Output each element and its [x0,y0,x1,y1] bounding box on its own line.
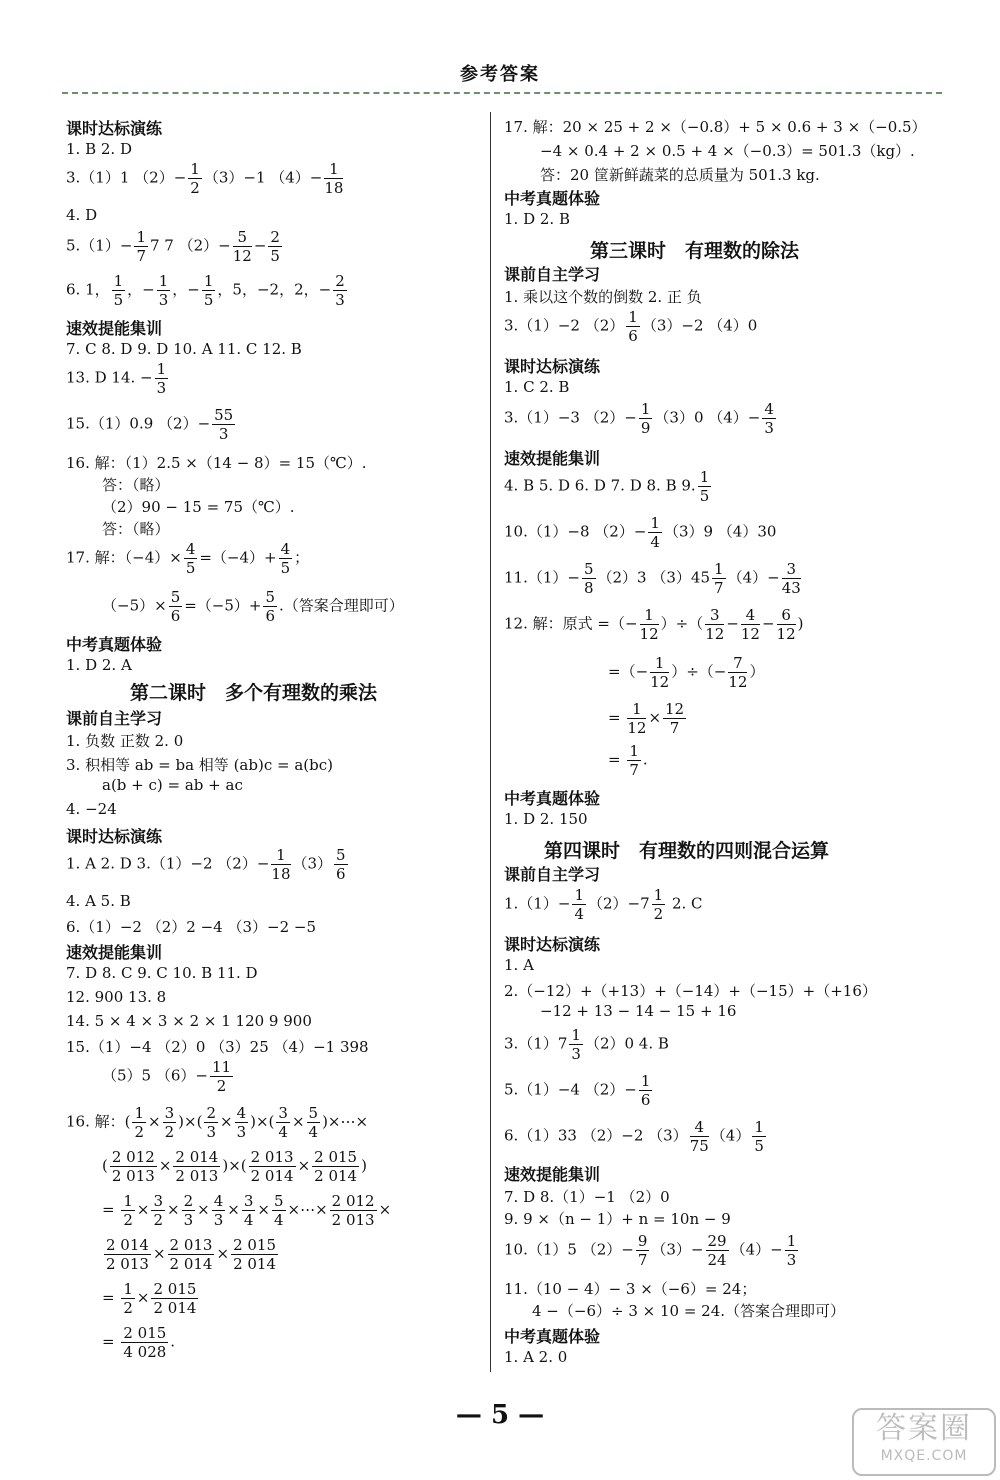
answer-line: 4. B 5. D 6. D 7. D 8. B 9. $\frac{1}{5}$ [504,468,710,505]
answer-line: 10.（1）5 （2）− $\frac{9}{7}$ （3）− $\frac{29}{24}$ （4）− $\frac{1}{3}$ [504,1232,797,1269]
section-heading: 课时达标演练 [504,357,601,376]
section-heading: 课前自主学习 [504,265,601,284]
answer-line: 4. D [66,206,98,224]
answer-line: 7. C 8. D 9. D 10. A 11. C 12. B [66,340,302,358]
answer-line: 1. D 2. B [504,210,570,228]
answer-line: 5.（1）− $\frac{1}{7}$ 7 7 （2）− $\frac{5}{12}$ − $\frac{2}{5}$ [66,228,280,265]
answer-line: = $\frac{1}{7}$ . [608,742,648,779]
answer-line: −12 + 13 − 14 − 15 + 16 [540,1002,737,1020]
answer-line: = $\frac{2 015}{4 028}$ . [102,1324,176,1361]
answer-line: $\frac{2 014}{2 013}$ × $\frac{2 013}{2 014}$ × $\frac{2 015}{2 014}$ [106,1236,277,1273]
answer-line: 1. A [504,956,534,974]
answer-line: 16. 解：（1）2.5 ×（14 − 8）= 15（℃）. [66,454,367,472]
answer-line: = $\frac{1}{2}$ × $\frac{3}{2}$ × $\frac{2}{3}$ × $\frac{4}{3}$ × $\frac{3}{4}$ × $\frac{5}{4}$ ×⋯× $\frac{2 012}{2 013}$ × [102,1192,392,1229]
answer-line: = $\frac{1}{12}$ × $\frac{12}{7}$ [608,700,685,737]
watermark-logo [852,1408,996,1476]
answer-line: 1. D 2. A [66,656,132,674]
section-heading: 课前自主学习 [504,865,601,884]
answer-line: 5.（1）−4 （2）− $\frac{1}{6}$ [504,1072,651,1109]
answer-line: 1. A 2. D 3.（1）−2 （2）− $\frac{1}{18}$ （3） $\frac{5}{6}$ [66,846,346,883]
answer-line: （5）5 （6）− $\frac{11}{2}$ [102,1058,232,1095]
answer-line: 1. 负数 正数 2. 0 [66,732,184,750]
answer-line: 2.（−12）+（+13）+（−14）+（−15）+（+16） [504,982,877,1000]
answer-line: 1. 乘以这个数的倒数 2. 正 负 [504,288,702,306]
answer-line: 答：（略） [102,520,170,538]
answer-line: 10.（1）−8 （2）− $\frac{1}{4}$ （3）9 （4）30 [504,514,777,551]
answer-line: 11.（1）− $\frac{5}{8}$ （2）3 （3）45 $\frac{1}{7}$ （4）− $\frac{3}{43}$ [504,560,801,597]
answer-line: 12. 解：原式 =（− $\frac{1}{12}$ ）÷（ $\frac{3}{12}$ − $\frac{4}{12}$ − $\frac{6}{12}$ ) [504,606,804,643]
answer-line: = $\frac{1}{2}$ × $\frac{2 015}{2 014}$ [102,1280,197,1317]
answer-line: 1. B 2. D [66,140,132,158]
answer-line: ( $\frac{2 012}{2 013}$ × $\frac{2 014}{2 013}$ )×( $\frac{2 013}{2 014}$ × $\frac{2 015}{2 014}$ ) [102,1148,367,1185]
answer-line: 6.（1）33 （2）−2 （3） $\frac{4}{75}$ （4） $\frac{1}{5}$ [504,1118,764,1155]
answer-line: 13. D 14. − $\frac{1}{3}$ [66,360,167,397]
answer-line: （2）90 − 15 = 75（℃）. [102,498,295,516]
answer-line: 12. 900 13. 8 [66,988,167,1006]
answer-line: 3.（1）7 $\frac{1}{3}$ （2）0 4. B [504,1026,669,1063]
answer-line: 1.（1）− $\frac{1}{4}$ （2）−7 $\frac{1}{2}$ 2. C [504,886,703,923]
answer-line: 3. 积相等 ab = ba 相等 (ab)c = a(bc) [66,756,333,774]
right-column [504,0,944,1380]
section-heading: 中考真题体验 [66,635,163,654]
answer-line: 4. A 5. B [66,892,131,910]
answer-line: 4. −24 [66,800,117,818]
answer-line: 15.（1）−4 （2）0 （3）25 （4）−1 398 [66,1038,369,1056]
answer-line: 1. A 2. 0 [504,1348,568,1366]
answer-line: 6. 1， $\frac{1}{5}$ ，− $\frac{1}{3}$ ，− $\frac{1}{5}$ ，5，−2，2，− $\frac{2}{3}$ [66,272,345,309]
answer-line: =（− $\frac{1}{12}$ ）÷（− $\frac{7}{12}$ ） [608,654,765,691]
answer-line: 9. 9 ×（n − 1）+ n = 10n − 9 [504,1210,731,1228]
answer-line: 14. 5 × 4 × 3 × 2 × 1 120 9 900 [66,1012,312,1030]
answer-line: 15.（1）0.9 （2）− $\frac{55}{3}$ [66,406,234,443]
page-header: 参考答案 [460,64,540,85]
answer-line: 11.（10 − 4）− 3 ×（−6）= 24； [504,1280,757,1298]
answer-line: 7. D 8.（1）−1 （2）0 [504,1188,670,1206]
section-heading: 中考真题体验 [504,189,601,208]
answer-line: 3.（1）−3 （2）− $\frac{1}{9}$ （3）0 （4）− $\frac{4}{3}$ [504,400,774,437]
lesson-title: 第四课时 有理数的四则混合运算 [544,840,830,862]
section-heading: 中考真题体验 [504,789,601,808]
section-heading: 速效提能集训 [66,319,163,338]
section-heading: 速效提能集训 [504,449,601,468]
answer-line: 4 −（−6）÷ 3 × 10 = 24.（答案合理即可） [532,1302,846,1320]
page-number: — 5 — [455,1400,545,1430]
section-heading: 速效提能集训 [504,1165,601,1184]
answer-line: 答：（略） [102,476,170,494]
section-heading: 课前自主学习 [66,709,163,728]
lesson-title: 第二课时 多个有理数的乘法 [130,682,378,704]
answer-line: 6.（1）−2 （2）2 −4 （3）−2 −5 [66,918,317,936]
section-heading: 课时达标演练 [66,119,163,138]
answer-line: 答：20 筐新鲜蔬菜的总质量为 501.3 kg. [540,166,820,184]
section-heading: 课时达标演练 [504,935,601,954]
answer-line: 16. 解：( $\frac{1}{2}$ × $\frac{3}{2}$ )×( $\frac{2}{3}$ × $\frac{4}{3}$ )×( $\frac{3}{4}$ × $\frac{5}{4}$ )×⋯× [66,1104,369,1141]
answer-line: 17. 解：20 × 25 + 2 ×（−0.8）+ 5 × 0.6 + 3 ×（−0.5） [504,118,927,136]
section-heading: 课时达标演练 [66,827,163,846]
column-divider [490,112,491,1372]
answer-line: 3.（1）−2 （2） $\frac{1}{6}$ （3）−2 （4）0 [504,308,758,345]
answer-line: 17. 解：（−4）× $\frac{4}{5}$ =（−4）+ $\frac{4}{5}$ ； [66,540,310,577]
answer-line: 3.（1）1 （2）− $\frac{1}{2}$ （3）−1 （4）− $\frac{1}{18}$ [66,160,344,197]
answer-line: （−5）× $\frac{5}{6}$ =（−5）+ $\frac{5}{6}$ .（答案合理即可） [102,588,404,625]
answer-line: a(b + c) = ab + ac [102,776,243,794]
answer-line: −4 × 0.4 + 2 × 0.5 + 4 ×（−0.3）= 501.3（kg）. [540,142,915,160]
answer-line: 1. C 2. B [504,378,570,396]
left-column [66,0,486,1380]
answer-line: 7. D 8. C 9. C 10. B 11. D [66,964,258,982]
section-heading: 速效提能集训 [66,943,163,962]
answer-line: 1. D 2. 150 [504,810,588,828]
lesson-title: 第三课时 有理数的除法 [590,240,800,262]
watermark-text: 答案圈 [876,1411,972,1446]
section-heading: 中考真题体验 [504,1327,601,1346]
watermark-url: MXQE.COM [880,1448,968,1464]
